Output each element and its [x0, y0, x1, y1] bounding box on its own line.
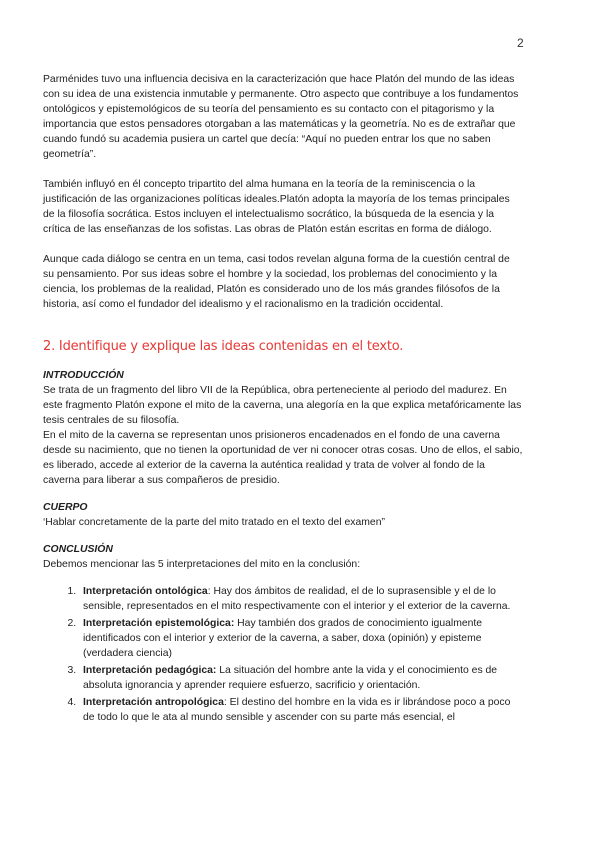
item-text: Hay también dos grados de conocimiento igualmente identificados con el interior y exterior de la caverna, a saber, doxa (opinión) y episteme (verdadera ciencia)	[83, 618, 483, 659]
conclusion-text: Debemos mencionar las 5 interpretaciones del mito en la conclusión:	[43, 559, 361, 570]
body-text: ‘Hablar concretamente de la parte del mito tratado en el texto del examen”	[43, 517, 385, 528]
body-title: CUERPO	[43, 502, 88, 513]
section-heading: 2. Identifique y explique las ideas contenidas en el texto.	[43, 339, 404, 354]
item-text: : El destino del hombre en la vida es ir librándose poco a poco de todo lo que le ata al mundo sensible y ascender con su parte más esencial, el	[83, 697, 511, 723]
conclusion-title: CONCLUSIÓN	[43, 544, 113, 555]
conclusion-block	[43, 542, 523, 725]
list-item	[79, 695, 523, 725]
item-label: Interpretación antropológica	[83, 697, 224, 708]
body-block	[43, 500, 523, 530]
item-text: La situación del hombre ante la vida y el conocimiento es de absoluta ignorancia y aprender requiere esfuerzo, sacrificio y orientación.	[83, 665, 498, 691]
item-text: : Hay dos ámbitos de realidad, el de lo suprasensible y el de lo sensible, representados en el mito respectivamente con el interior y el exterior de la caverna.	[83, 586, 511, 612]
item-label: Interpretación pedagógica:	[83, 665, 217, 676]
list-item	[79, 616, 523, 661]
item-label: Interpretación ontológica	[83, 586, 208, 597]
paragraph-dialogues: Aunque cada diálogo se centra en un tema, casi todos revelan alguna forma de la cuestión central de su pensamiento. Por sus ideas sobre el hombre y la sociedad, los problemas del conocimiento y la ciencia, los problemas de la realidad, Platón es considerado uno de los más grandes filósofos de la historia, así como el fundador del idealismo y el racionalismo en la tradición occidental.	[43, 254, 510, 310]
paragraph-influences: También influyó en él concepto tripartito del alma humana en la teoría de la reminiscencia o la justificación de las organizaciones políticas ideales.Platón adopta la mayoría de los temas principales de la filosofía socrática. Estos incluyen el intelectualismo socrático, la búsqueda de la esencia y la crítica de las enseñanzas de los sofistas. Las obras de Platón están escritas en forma de diálogo.	[43, 179, 510, 235]
introduction-block	[43, 368, 523, 488]
page-number: 2	[517, 36, 524, 50]
item-label: Interpretación epistemológica:	[83, 618, 235, 629]
interpretations-list	[43, 584, 523, 725]
paragraph-parmenides: Parménides tuvo una influencia decisiva en la caracterización que hace Platón del mundo de las ideas con su idea de una existencia inmutable y permanente. Otro aspecto que contribuye a los fundamentos ontológicos y epistemológicos de su teoría del pensamiento es su contacto con el pitagorismo y la importancia que estos pensadores otorgaban a las matemáticas y la geometría. No es de extrañar que cuando fundó su academia pusiera un cartel que decía: “Aquí no pueden entrar los que no saben geometría”.	[43, 74, 519, 160]
list-item	[79, 584, 523, 614]
introduction-title: INTRODUCCIÓN	[43, 370, 124, 381]
introduction-text-1: Se trata de un fragmento del libro VII de la República, obra perteneciente al periodo del madurez. En este fragmento Platón expone el mito de la caverna, una alegoría en la que explica metafóricamente las tesis centrales de su filosofía.	[43, 385, 522, 426]
list-item	[79, 663, 523, 693]
document-body	[43, 72, 523, 727]
introduction-text-2: En el mito de la caverna se representan unos prisioneros encadenados en el fondo de una caverna desde su nacimiento, que no tienen la oportunidad de ver ni conocer otras cosas. Uno de ellos, el sabio, es liberado, accede al exterior de la caverna la auténtica realidad y trata de volver al fondo de la caverna para liberar a sus compañeros de presidio.	[43, 430, 523, 486]
